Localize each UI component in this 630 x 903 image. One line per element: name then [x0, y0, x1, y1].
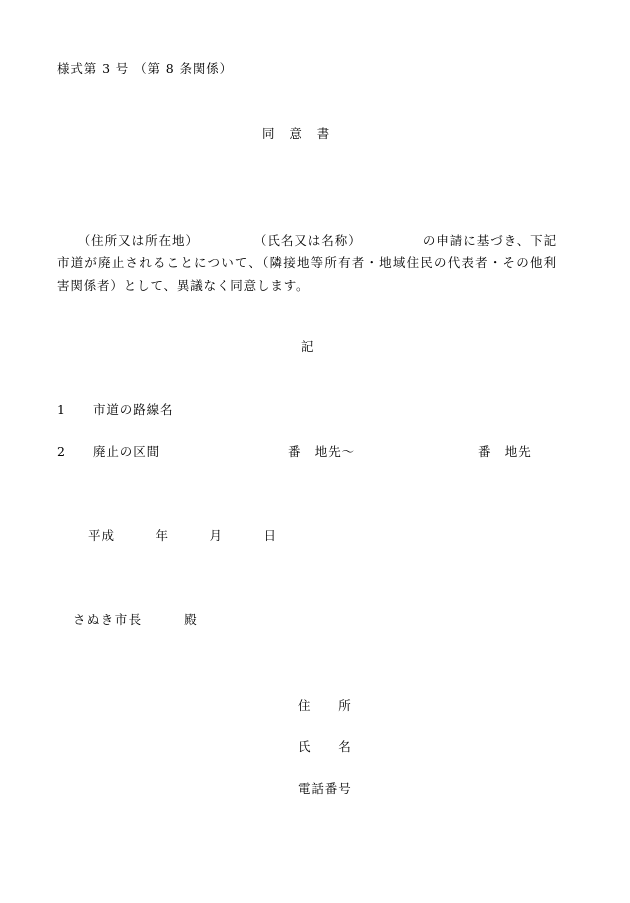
item-1-number: 1 [57, 402, 66, 417]
item-2-number: 2 [57, 444, 66, 459]
signature-telephone-label: 電話番号 [298, 781, 352, 796]
addressee-line: さぬき市長 殿 [73, 612, 199, 627]
item-2-label: 廃止の区間 [93, 444, 161, 459]
signature-name-label: 氏 名 [298, 739, 352, 754]
signature-address-label: 住 所 [298, 698, 352, 713]
ki-marker: 記 [301, 339, 315, 354]
form-number: 様式第 3 号 （第 8 条関係） [57, 61, 234, 76]
consent-statement-text: （住所又は所在地） （氏名又は名称） の申請に基づき、下記市道が廃止されることについて、（隣接地等所有者・地域住民の代表者・その他利害関係者）として、異議なく同意します。 [57, 233, 557, 293]
document-title: 同 意 書 [262, 126, 331, 141]
item-2-value-right: 番 地先 [478, 444, 532, 459]
date-field: 平成 年 月 日 [88, 528, 278, 543]
consent-statement [57, 230, 557, 297]
item-2-value-left: 番 地先〜 [288, 444, 356, 459]
item-1-label: 市道の路線名 [93, 402, 174, 417]
